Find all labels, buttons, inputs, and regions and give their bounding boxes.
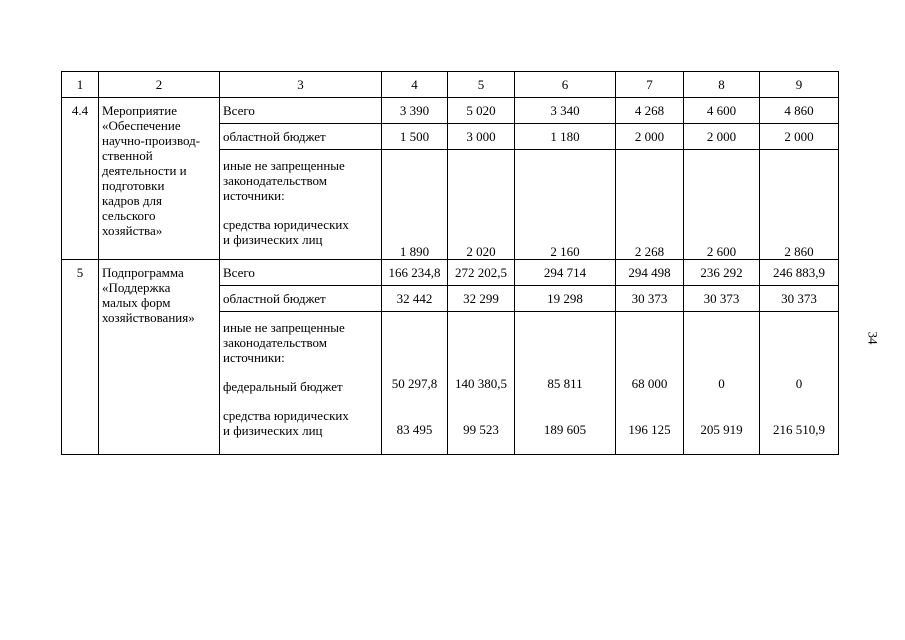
value-cell: 1 890 [382,150,448,260]
item-name-line: ственной [102,148,153,163]
header-row [62,72,839,98]
value-cell: 3 390 [382,98,448,124]
header-cell: 1 [62,72,99,98]
source-label [220,312,382,455]
header-cell: 4 [382,72,448,98]
value-cell: 2 268 [616,150,684,260]
header-cell: 6 [515,72,616,98]
value-cell: 30 373 [616,286,684,312]
item-name-line: «Поддержка [102,280,171,295]
value-cell: 4 600 [684,98,760,124]
value-cell: 0 [718,376,725,391]
item-name-line: подготовки [102,178,165,193]
value-cell: 4 860 [760,98,839,124]
table-row [62,260,839,286]
value-cell: 32 299 [448,286,515,312]
header-cell: 3 [220,72,382,98]
source-label-line: источники: [223,188,285,203]
value-cell: 2 600 [684,150,760,260]
item-name [99,98,220,260]
source-label-line: источники: [223,350,285,365]
value-cell: 2 160 [515,150,616,260]
value-pair [616,312,684,455]
value-cell: 30 373 [760,286,839,312]
source-label-line: средства юридических [223,217,349,232]
value-cell: 205 919 [700,422,743,437]
table-row [62,98,839,124]
header-cell: 8 [684,72,760,98]
item-name-line: сельского [102,208,156,223]
source-label: Всего [220,98,382,124]
value-cell: 19 298 [515,286,616,312]
value-cell: 30 373 [684,286,760,312]
value-cell: 272 202,5 [448,260,515,286]
value-cell: 68 000 [631,376,668,391]
value-cell: 246 883,9 [760,260,839,286]
value-cell: 2 000 [760,124,839,150]
value-cell: 1 500 [382,124,448,150]
source-label-line: и физических лиц [223,232,323,247]
row-number: 4.4 [62,98,99,260]
header-cell: 5 [448,72,515,98]
item-name-line: деятельности и [102,163,187,178]
item-name-line: Подпрограмма [102,265,184,280]
item-name-line: «Обеспечение [102,118,181,133]
value-cell: 236 292 [684,260,760,286]
value-cell: 140 380,5 [455,376,507,391]
item-name-line: кадров для [102,193,162,208]
value-cell: 294 498 [616,260,684,286]
value-cell: 2 000 [684,124,760,150]
source-label: областной бюджет [220,124,382,150]
value-cell: 0 [795,376,803,391]
value-cell: 1 180 [515,124,616,150]
source-label-line: и физических лиц [223,423,323,438]
row-number: 5 [62,260,99,455]
value-cell: 294 714 [515,260,616,286]
value-pair [760,312,839,455]
header-cell: 9 [760,72,839,98]
item-name [99,260,220,455]
item-name-line: хозяйства» [102,223,163,238]
value-cell: 2 020 [448,150,515,260]
value-pair [684,312,760,455]
source-label-line: законодательством [223,335,328,350]
item-name-line: хозяйствования» [102,310,195,325]
value-cell: 5 020 [448,98,515,124]
value-cell: 2 000 [616,124,684,150]
header-cell: 2 [99,72,220,98]
value-cell: 189 605 [543,422,587,437]
value-cell: 2 860 [760,150,839,260]
value-pair [382,312,448,455]
value-cell: 216 510,9 [773,422,825,437]
value-cell: 99 523 [463,422,499,437]
source-label: Всего [220,260,382,286]
value-cell: 32 442 [382,286,448,312]
item-name-line: Мероприятие [102,103,177,118]
page-number: 34 [865,331,881,345]
value-cell: 3 000 [448,124,515,150]
value-cell: 50 297,8 [391,376,438,391]
source-label [220,150,382,260]
value-cell: 166 234,8 [382,260,448,286]
source-label: областной бюджет [220,286,382,312]
budget-table [61,71,839,455]
source-label-line: средства юридических [223,408,349,423]
value-cell: 85 811 [547,376,583,391]
value-pair [515,312,616,455]
source-label-line: иные не запрещенные [223,320,345,335]
header-cell: 7 [616,72,684,98]
value-cell: 196 125 [628,422,671,437]
value-cell: 3 340 [515,98,616,124]
value-cell: 4 268 [616,98,684,124]
source-label-line: иные не запрещенные [223,158,345,173]
source-label-line: федеральный бюджет [223,379,343,394]
source-label-line: законодательством [223,173,328,188]
item-name-line: малых форм [102,295,171,310]
value-pair [448,312,515,455]
value-cell: 83 495 [396,422,433,437]
item-name-line: научно-производ- [102,133,201,148]
